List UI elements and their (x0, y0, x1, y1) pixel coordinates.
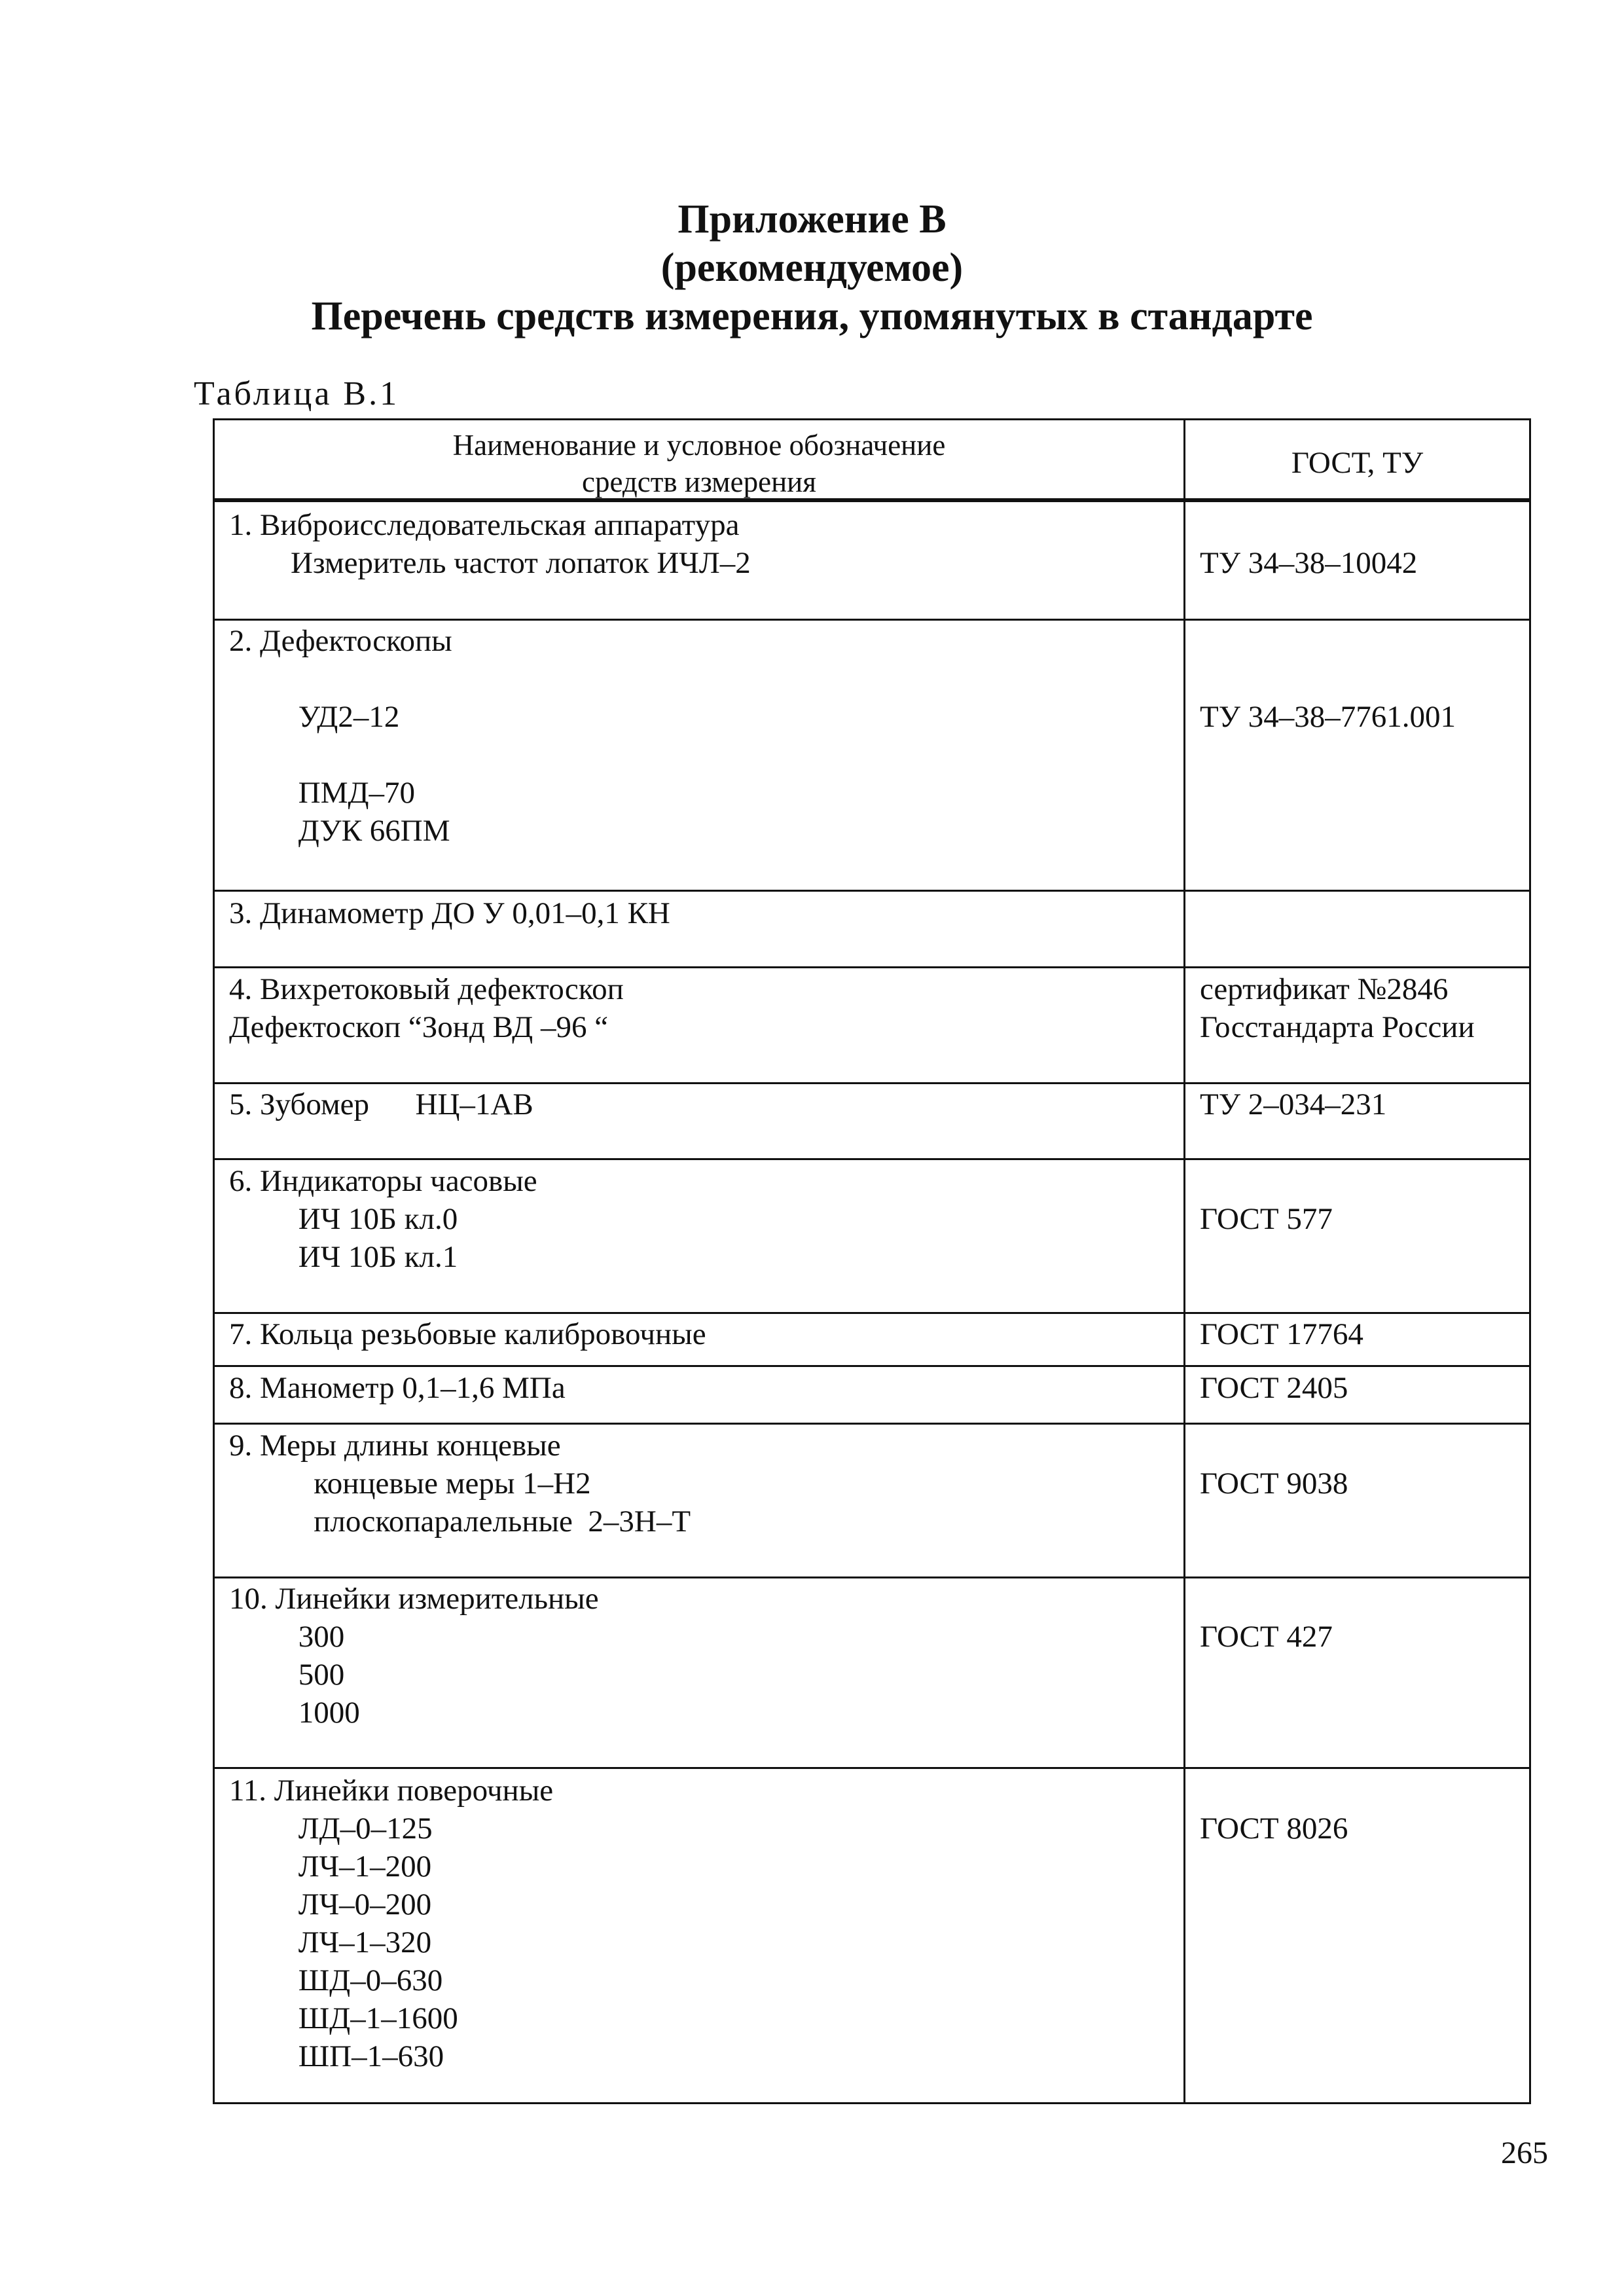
row-11-name: 11. Линейки поверочные ЛД–0–125 ЛЧ–1–200 ЛЧ–0–200 ЛЧ–1–320 ШД–0–630 ШД–1–1600 ШП–1–630 (229, 1774, 554, 2073)
row-6-standard: ГОСТ 577 (1200, 1202, 1333, 1236)
row-7-standard: ГОСТ 17764 (1200, 1317, 1363, 1351)
header-divider (215, 498, 1529, 502)
row-divider (215, 1312, 1529, 1314)
row-2-standard: ТУ 34–38–7761.001 (1200, 700, 1456, 734)
appendix-heading: Перечень средств измерения, упомянутых в стандарте (311, 294, 1313, 338)
table-caption: Таблица В.1 (194, 375, 400, 412)
row-7-name: 7. Кольца резьбовые калибровочные (229, 1317, 706, 1351)
row-4-standard: сертификат №2846 Госстандарта России (1200, 972, 1475, 1044)
column-divider (1183, 420, 1185, 2102)
row-10-name: 10. Линейки измерительные 300 500 1000 (229, 1582, 599, 1730)
appendix-status: (рекомендуемое) (660, 246, 964, 290)
row-divider (215, 1365, 1529, 1367)
row-6-name: 6. Индикаторы часовые ИЧ 10Б кл.0 ИЧ 10Б кл.1 (229, 1164, 537, 1274)
row-divider (215, 1576, 1529, 1578)
row-9-name: 9. Меры длины концевые концевые меры 1–Н2 плоскопаралельные 2–3Н–Т (229, 1429, 691, 1539)
row-10-standard: ГОСТ 427 (1200, 1620, 1333, 1654)
row-4-name: 4. Вихретоковый дефектоскоп Дефектоскоп “Зонд ВД –96 “ (229, 972, 624, 1044)
row-9-standard: ГОСТ 9038 (1200, 1467, 1348, 1501)
row-1-standard: ТУ 34–38–10042 (1200, 546, 1418, 580)
row-divider (215, 1423, 1529, 1425)
header-name-line1: Наименование и условное обозначение (452, 429, 946, 462)
row-5-name: 5. Зубомер НЦ–1АВ (229, 1087, 533, 1121)
instruments-table (213, 418, 1531, 2104)
row-divider (215, 966, 1529, 968)
row-divider (215, 1767, 1529, 1769)
row-divider (215, 1158, 1529, 1160)
row-1-name: 1. Виброисследовательская аппаратура Измеритель частот лопаток ИЧЛ–2 (229, 508, 751, 580)
appendix-title: Приложение В (677, 197, 947, 242)
page-number: 265 (1501, 2136, 1548, 2170)
row-8-standard: ГОСТ 2405 (1200, 1371, 1348, 1405)
header-standard: ГОСТ, ТУ (1291, 446, 1424, 480)
row-divider (215, 890, 1529, 892)
row-8-name: 8. Манометр 0,1–1,6 МПа (229, 1371, 566, 1405)
row-5-standard: ТУ 2–034–231 (1200, 1087, 1387, 1121)
row-3-name: 3. Динамометр ДО У 0,01–0,1 КН (229, 896, 670, 930)
row-divider (215, 619, 1529, 621)
row-11-standard: ГОСТ 8026 (1200, 1812, 1348, 1846)
row-2-name: 2. Дефектоскопы УД2–12 ПМД–70 ДУК 66ПМ (229, 624, 452, 848)
row-divider (215, 1082, 1529, 1084)
header-name-line2: средств измерения (582, 465, 816, 498)
